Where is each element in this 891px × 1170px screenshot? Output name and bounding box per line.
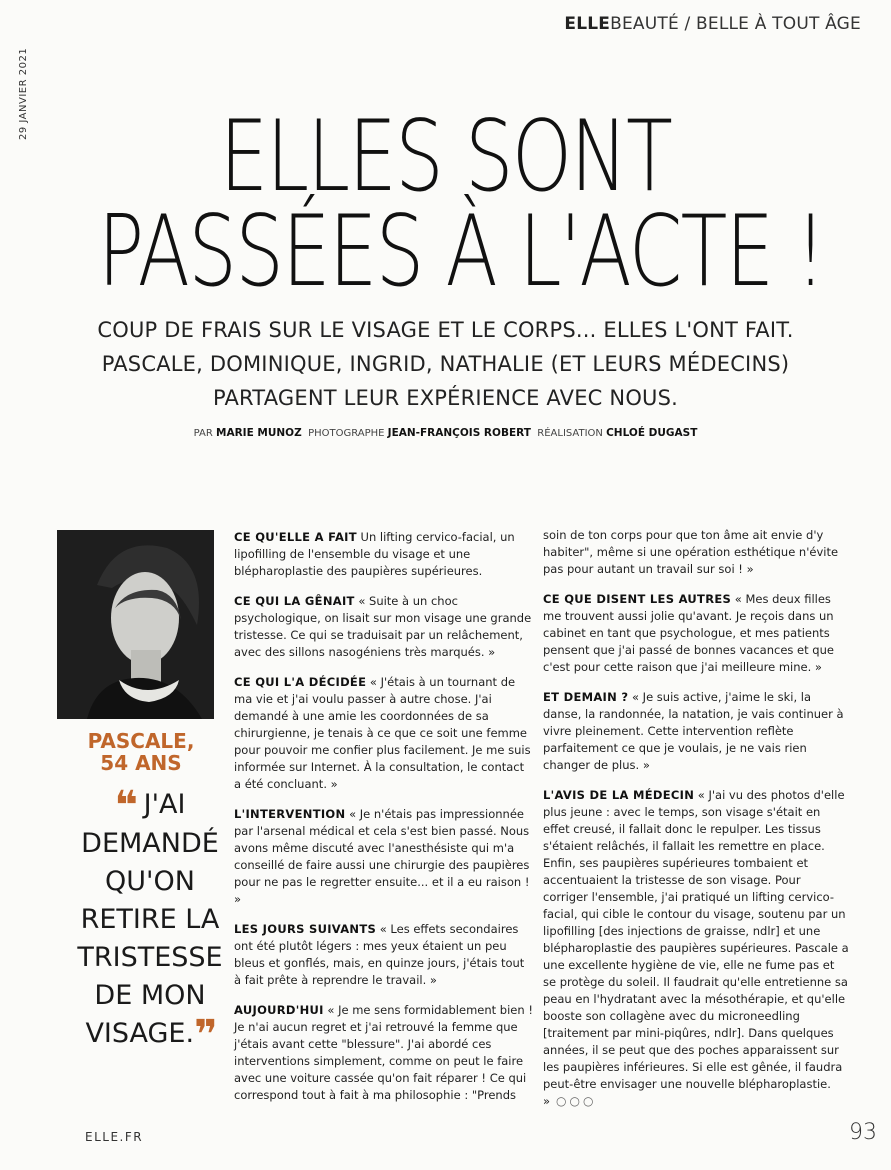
paragraph-lead: ET DEMAIN ? bbox=[543, 690, 629, 704]
paragraph-text: Un lifting cervico-facial, un lipofilling de l'ensemble du visage et une blépharoplastie des paupières supérieures. bbox=[234, 530, 515, 578]
paragraph-text: « Je me sens formidablement bien ! Je n'ai aucun regret et j'ai retrouvé la femme que j'étais avant cette "blessure". J'ai abordé ces interventions simplement, comme on peut le faire avec une voiture cassée qu'on fait réparer ! Ce qui correspond tout à fait à ma philosophie : "Prends bbox=[234, 1003, 533, 1102]
credit-photographer: JEAN-FRANÇOIS ROBERT bbox=[387, 427, 531, 439]
quote-text: J'AI DEMANDÉ QU'ON RETIRE LA TRISTESSE DE MON VISAGE. bbox=[77, 789, 223, 1049]
credit-author: MARIE MUNOZ bbox=[216, 427, 302, 439]
paragraph bbox=[543, 787, 849, 1110]
brand-label: ELLE bbox=[564, 14, 611, 34]
paragraph-text: « Je suis active, j'aime le ski, la danse, la randonnée, la natation, je vais continuer à vivre pleinement. Cette intervention reflète parfaitement ce que je voulais, je ne vais rien changer de plus. » bbox=[543, 690, 844, 772]
paragraph-text: « Suite à un choc psychologique, on lisait sur mon visage une grande tristesse. Ce qui se traduisait par un relâchement, avec des sillons nasogéniens très marqués. » bbox=[234, 594, 532, 659]
portrait-illustration bbox=[57, 530, 214, 719]
article-column-2 bbox=[543, 527, 849, 1123]
person-age: 54 ANS bbox=[100, 751, 182, 775]
issue-date: 29 JANVIER 2021 bbox=[18, 47, 29, 140]
paragraph-lead: CE QUE DISENT LES AUTRES bbox=[543, 592, 732, 606]
credit-par-label: PAR bbox=[193, 428, 213, 439]
paragraph-text: « J'étais à un tournant de ma vie et j'ai voulu passer à autre chose. J'ai demandé à une amie les coordonnées de sa chirurgienne, je tenais à ce que ce soit une femme pour pouvoir me confier plus facilement. Je me suis informée sur Internet. À la consultation, le contact a été concluant. » bbox=[234, 675, 531, 791]
credits-line bbox=[0, 427, 891, 439]
paragraph-text: « Les effets secondaires ont été plutôt légers : mes yeux étaient un peu bleus et gonflés, mais, en quinze jours, j'étais tout à fait prête à reprendre le travail. » bbox=[234, 922, 525, 987]
portrait-photo bbox=[57, 530, 214, 719]
paragraph-text: « Mes deux filles me trouvent aussi jolie qu'avant. Je reçois dans un cabinet en tant que psychologue, et mes patients pensent que j'ai passé de bonnes vacances et que c'est pour cette raison que j'ai meilleure mine. » bbox=[543, 592, 834, 674]
paragraph bbox=[234, 529, 534, 580]
credit-photo-label: PHOTOGRAPHE bbox=[308, 428, 385, 439]
paragraph-lead: CE QU'ELLE A FAIT bbox=[234, 530, 357, 544]
paragraph-text: « J'ai vu des photos d'elle plus jeune : avec le temps, son visage s'était en effet creusé, il fallait donc le repulper. Les tissus s'étaient relâchés, il fallait les remettre en place. Enfin, ses paupières supérieures tombaient et accentuaient la tristesse de son visage. Pour corriger l'ensemble, j'ai pratiqué un lifting cervico-facial, qui cible le contour du visage, soutenu par un lipofilling [des injections de graisse, ndlr] et une blépharoplastie des paupières supérieures. Pascale a une excellente hygiène de vie, elle ne fume pas et se protège du soleil. Il faudrait qu'elle entretienne sa peau en l'hydratant avec la mésothérapie, et qu'elle booste son collagène avec du microneedling [traitement par mini-piqûres, ndlr]. Dans quelques années, il se peut que des poches apparaissent sur les paupières inférieures. Si elle est gênée, il faudra peut-être envisager une nouvelle blépharoplastie. » bbox=[543, 788, 849, 1108]
subheading-line-1: COUP DE FRAIS SUR LE VISAGE ET LE CORPS... ELLES L'ONT FAIT. bbox=[97, 318, 794, 342]
paragraph bbox=[234, 921, 534, 989]
paragraph bbox=[234, 1002, 534, 1104]
paragraph bbox=[234, 593, 534, 661]
paragraph-lead: L'AVIS DE LA MÉDECIN bbox=[543, 788, 695, 802]
paragraph bbox=[543, 689, 849, 774]
subheading-line-2: PASCALE, DOMINIQUE, INGRID, NATHALIE (ET LEURS MÉDECINS) bbox=[101, 352, 790, 376]
footer-site: ELLE.FR bbox=[85, 1130, 144, 1144]
pull-quote bbox=[57, 783, 243, 1058]
section-label: BEAUTÉ / BELLE À TOUT ÂGE bbox=[610, 14, 861, 34]
headline-line-1: ELLES SONT bbox=[219, 100, 672, 214]
open-quote-icon: ❝ bbox=[114, 783, 136, 829]
section-header bbox=[564, 14, 861, 34]
paragraph bbox=[543, 591, 849, 676]
subheading-line-3: PARTAGENT LEUR EXPÉRIENCE AVEC NOUS. bbox=[212, 386, 679, 410]
paragraph bbox=[234, 674, 534, 793]
credit-realisation: CHLOÉ DUGAST bbox=[606, 427, 698, 439]
article-column-1 bbox=[234, 529, 534, 1117]
paragraph bbox=[234, 806, 534, 908]
paragraph-lead: AUJOURD'HUI bbox=[234, 1003, 324, 1017]
paragraph bbox=[543, 527, 849, 578]
paragraph-lead: CE QUI L'A DÉCIDÉE bbox=[234, 675, 367, 689]
paragraph-text: soin de ton corps pour que ton âme ait envie d'y habiter", même si une opération esthétique n'évite pas pour autant un travail sur soi ! » bbox=[543, 528, 839, 576]
paragraph-lead: LES JOURS SUIVANTS bbox=[234, 922, 377, 936]
paragraph-lead: CE QUI LA GÊNAIT bbox=[234, 594, 355, 608]
person-name: PASCALE, bbox=[87, 729, 195, 753]
headline-line-2: PASSÉES À L'ACTE ! bbox=[98, 195, 825, 309]
paragraph-lead: L'INTERVENTION bbox=[234, 807, 346, 821]
close-quote-icon: ❞ bbox=[194, 1012, 215, 1058]
page-number: 93 bbox=[849, 1120, 877, 1145]
paragraph-text: « Je n'étais pas impressionnée par l'arsenal médical et cela s'est bien passé. Nous avons même discuté avec l'anesthésiste qui m'a conseillé de faire aussi une chirurgie des paupières pour ne pas le regretter ensuite... et il a eu raison ! » bbox=[234, 807, 530, 906]
end-mark-icon: ○○○ bbox=[556, 1094, 597, 1108]
credit-realisation-label: RÉALISATION bbox=[537, 428, 603, 439]
